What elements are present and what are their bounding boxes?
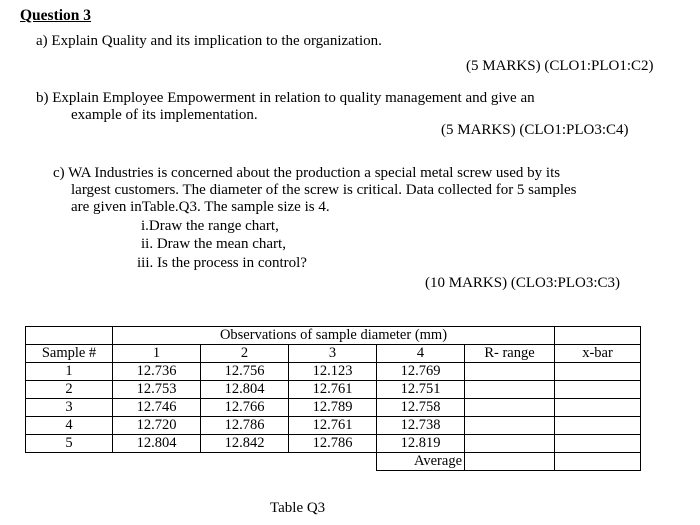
table-cell (555, 417, 641, 435)
table-cell-empty (289, 453, 377, 471)
observations-table (25, 326, 641, 471)
table-cell: 12.753 (113, 381, 201, 399)
table-cell: 12.756 (201, 363, 289, 381)
table-header-cell: x-bar (555, 345, 641, 363)
table-cell: 12.738 (377, 417, 465, 435)
question-b-text-line2: example of its implementation. (71, 107, 258, 123)
table-cell: 12.804 (201, 381, 289, 399)
table-row (26, 363, 641, 381)
table-row (26, 435, 641, 453)
table-cell: 12.804 (113, 435, 201, 453)
table-cell: 12.786 (201, 417, 289, 435)
table-cell (555, 363, 641, 381)
table-row (26, 399, 641, 417)
table-group-header: Observations of sample diameter (mm) (113, 327, 555, 345)
table-cell (465, 435, 555, 453)
table-cell: 2 (26, 381, 113, 399)
question-b-text-line1: b) Explain Employee Empowerment in relation to quality management and give an (36, 90, 535, 106)
table-row (26, 417, 641, 435)
table-cell (555, 399, 641, 417)
table-cell: 3 (26, 399, 113, 417)
question-c-sub-iii: iii. Is the process in control? (137, 255, 307, 271)
question-c-text-line1: c) WA Industries is concerned about the production a special metal screw used by its (53, 165, 561, 181)
table-cell (465, 363, 555, 381)
average-label: Average (377, 453, 465, 471)
table-cell (555, 381, 641, 399)
table-cell-empty (113, 453, 201, 471)
table-header-cell: 3 (289, 345, 377, 363)
table-cell-empty (26, 453, 113, 471)
table-header-row (26, 345, 641, 363)
table-cell: 12.789 (289, 399, 377, 417)
question-b-marks: (5 MARKS) (CLO1:PLO3:C4) (441, 122, 629, 138)
question-c-sub-i: i.Draw the range chart, (141, 218, 279, 234)
table-cell (555, 327, 641, 345)
table-cell: 12.758 (377, 399, 465, 417)
table-cell: 12.751 (377, 381, 465, 399)
table-header-cell: Sample # (26, 345, 113, 363)
table-cell: 12.123 (289, 363, 377, 381)
table-cell (26, 327, 113, 345)
table-cell: 12.819 (377, 435, 465, 453)
average-range-cell (465, 453, 555, 471)
question-c-text-line2: largest customers. The diameter of the screw is critical. Data collected for 5 samples (71, 182, 577, 198)
question-c-sub-ii: ii. Draw the mean chart, (141, 236, 286, 252)
table-cell (465, 381, 555, 399)
table-cell: 12.746 (113, 399, 201, 417)
table-cell: 12.769 (377, 363, 465, 381)
table-cell: 12.842 (201, 435, 289, 453)
table-cell (465, 399, 555, 417)
table-header-cell: 4 (377, 345, 465, 363)
question-a-marks: (5 MARKS) (CLO1:PLO1:C2) (466, 58, 654, 74)
table-cell: 12.720 (113, 417, 201, 435)
table-header-cell: R- range (465, 345, 555, 363)
table-group-header-row (26, 327, 641, 345)
table-cell-empty (201, 453, 289, 471)
table-row (26, 381, 641, 399)
table-cell: 5 (26, 435, 113, 453)
table-header-cell: 1 (113, 345, 201, 363)
table-cell: 4 (26, 417, 113, 435)
table-cell: 12.761 (289, 381, 377, 399)
table-cell: 12.786 (289, 435, 377, 453)
question-c-text-line3: are given inTable.Q3. The sample size is 4. (71, 199, 330, 215)
question-c-marks: (10 MARKS) (CLO3:PLO3:C3) (425, 275, 621, 291)
table-cell (555, 435, 641, 453)
table-cell: 1 (26, 363, 113, 381)
table-caption: Table Q3 (270, 500, 326, 516)
table-cell: 12.761 (289, 417, 377, 435)
table-cell: 12.736 (113, 363, 201, 381)
table-cell: 12.766 (201, 399, 289, 417)
question-title: Question 3 (20, 7, 92, 24)
question-a-text: a) Explain Quality and its implication to the organization. (36, 33, 382, 49)
table-cell (465, 417, 555, 435)
average-xbar-cell (555, 453, 641, 471)
table-average-row (26, 453, 641, 471)
table-header-cell: 2 (201, 345, 289, 363)
